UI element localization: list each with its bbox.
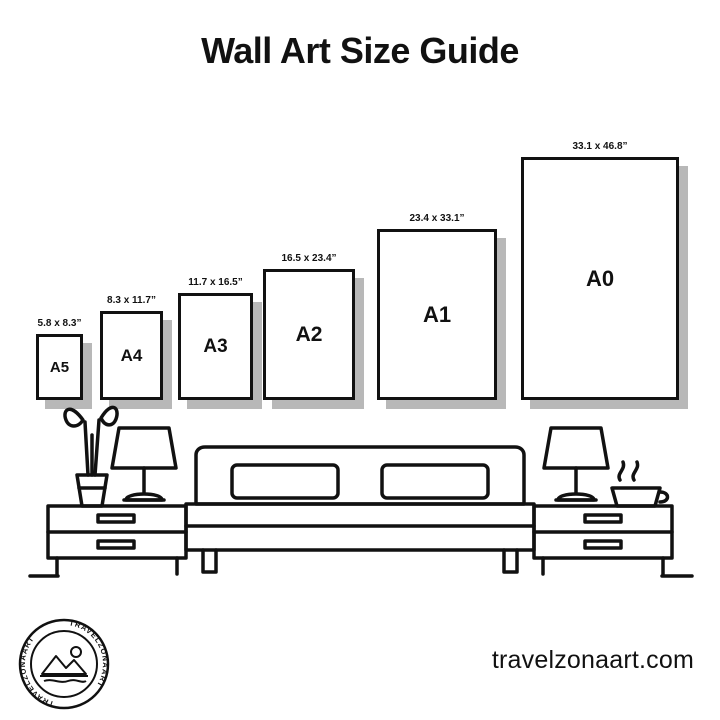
frame-size-label: A0 (585, 265, 615, 291)
left-nightstand (48, 506, 186, 574)
svg-text:TRAVELZONAART (68, 618, 110, 689)
frame-size-label: A2 (295, 323, 323, 346)
frame-size-label: A5 (49, 358, 70, 376)
coffee-cup (612, 462, 668, 506)
logo-inner-circle (31, 631, 97, 697)
bed (186, 447, 534, 572)
page-title: Wall Art Size Guide (201, 30, 519, 71)
site-url[interactable]: travelzonaart.com (491, 646, 694, 674)
frame-size-label: A1 (422, 301, 452, 327)
footer (0, 610, 720, 720)
right-lamp (544, 428, 608, 500)
brand-logo[interactable] (18, 618, 110, 710)
frame-dimension-label: 5.8 x 8.3” (37, 318, 82, 329)
frame-dimension-label: 8.3 x 11.7” (107, 295, 156, 306)
plant-vase (65, 407, 117, 506)
right-nightstand (534, 506, 672, 574)
frame-dimension-label: 23.4 x 33.1” (409, 213, 465, 224)
frame-size-label: A4 (120, 346, 143, 365)
frame-box[interactable] (377, 229, 497, 400)
frame-dimension-label: 33.1 x 46.8” (572, 141, 628, 152)
frame-dimension-label: 11.7 x 16.5” (188, 277, 243, 288)
logo-arc-text-top: TRAVELZONAART (68, 618, 110, 690)
bedroom-scene (0, 380, 720, 610)
frame-item-a1[interactable] (377, 213, 497, 400)
frame-box[interactable] (521, 157, 679, 400)
left-lamp (112, 428, 176, 500)
frame-size-label: A3 (203, 336, 228, 357)
frame-size-row (0, 110, 720, 400)
frame-item-a0[interactable] (521, 141, 679, 400)
frame-dimension-label: 16.5 x 23.4” (281, 253, 337, 264)
logo-arc-text-bottom: TRAVELZONAART (18, 634, 56, 709)
